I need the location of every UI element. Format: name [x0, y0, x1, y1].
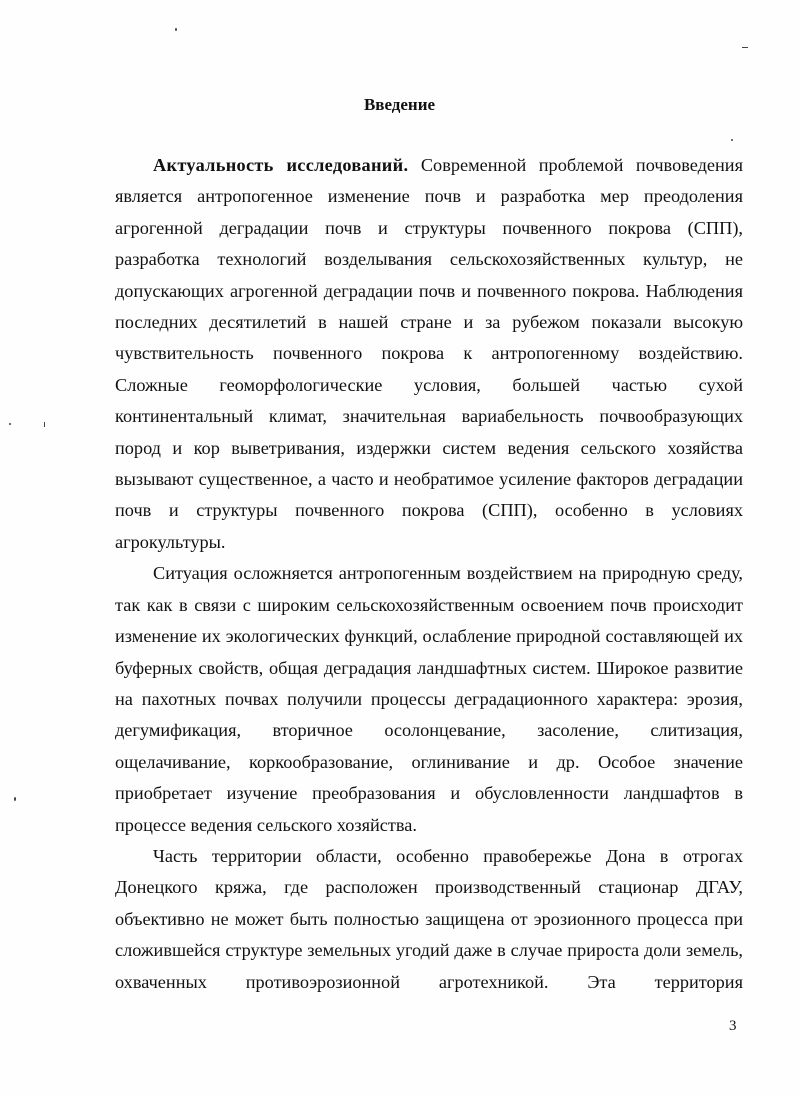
paragraph-text: Ситуация осложняется антропогенным воздействием на природную среду, так как в связи с широким сельскохозяйственным освоением почв происходит изменение их экологических функций, ослабление природной составляющей их буферных свойств, общая деградация ландшафтных систем. Широкое развитие на пахотных почвах получили процессы деградационного характера: эрозия, дегумификация, вторичное осолонцевание, засоление, слитизация, ощелачивание, коркообразование, оглинивание и др. Особое значение приобретает изучение преобразования и обусловленности ландшафтов в процессе ведения сельского хозяйства. [115, 563, 743, 835]
paragraph [115, 558, 743, 841]
scan-speck [9, 423, 11, 425]
scan-speck [742, 47, 748, 48]
scan-speck [731, 139, 733, 141]
paragraph [115, 841, 743, 998]
scan-speck [14, 797, 16, 801]
paragraph-text: Часть территории области, особенно правобережье Дона в отрогах Донецкого кряжа, где расположен производственный стационар ДГАУ, объективно не может быть полностью защищена от эрозионного процесса при сложившейся структуре земельных угодий даже в случае прироста доли земель, охваченных противоэрозионной агротехникой. Эта территория [115, 845, 743, 992]
paragraph [115, 150, 743, 558]
paragraph-lead: Актуальность исследований. [153, 155, 409, 175]
scan-speck [175, 28, 177, 31]
paragraph-text: Современной проблемой почвоведения является антропогенное изменение почв и разработка мер преодоления агрогенной деградации почв и структуры почвенного покрова (СПП), разработка технологий возделывания сельскохозяйственных культур, не допускающих агрогенной деградации почв и почвенного покрова. Наблюдения последних десятилетий в нашей стране и за рубежом показали высокую чувствительность почвенного покрова к антропогенному воздействию. Сложные геоморфологические условия, большей частью сухой континентальный климат, значительная вариабельность почвообразующих пород и кор выветривания, издержки систем ведения сельского хозяйства вызывают существенное, а часто и необратимое усиление факторов деградации почв и структуры почвенного покрова (СПП), особенно в условиях агрокультуры. [115, 155, 743, 552]
body-text [115, 150, 743, 998]
section-heading: Введение [363, 95, 436, 114]
scan-speck [44, 422, 45, 427]
page-number: 3 [729, 1018, 737, 1034]
